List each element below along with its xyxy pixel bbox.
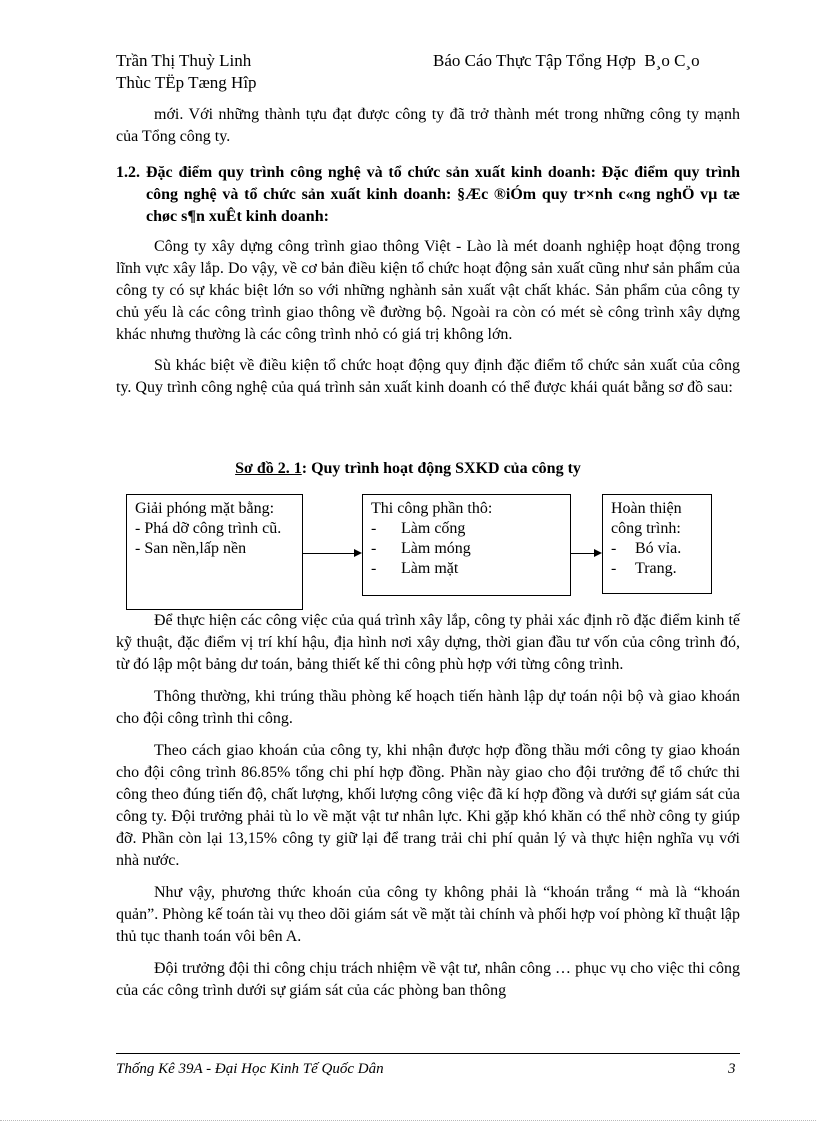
box-item: - San nền,lấp nền xyxy=(135,540,247,557)
box-list-item xyxy=(371,559,562,579)
box-item: - Phá dỡ công trình cũ. xyxy=(135,520,282,537)
box-list-item xyxy=(611,539,703,559)
header-report-title-text: Báo Cáo Thực Tập Tổng Hợp xyxy=(433,51,636,70)
bullet-dash: - xyxy=(371,560,377,577)
process-box-completion xyxy=(602,494,712,594)
arrowhead-icon xyxy=(594,549,602,557)
bullet-dash: - xyxy=(371,540,377,557)
bullet-dash: - xyxy=(371,520,377,537)
box-title: Thi công phần thô: xyxy=(371,500,493,517)
arrow-right-icon xyxy=(303,553,355,554)
footer-text: Thống Kê 39A - Đại Học Kinh Tế Quốc Dân xyxy=(116,1061,384,1077)
diagram-label: Sơ đồ 2. 1 xyxy=(235,460,302,477)
box-title: Giải phóng mặt bằng: xyxy=(135,500,275,517)
section-number: 1.2. xyxy=(116,164,140,181)
process-box-rough-construction xyxy=(362,494,571,596)
box-list-item xyxy=(371,539,562,559)
paragraph: Công ty xây dựng công trình giao thông Việt - Lào là mét doanh nghiệp hoạt động trong lĩnh vực xây lắp. Do vậy, về cơ bản điều kiện tổ chức hoạt động sản xuất cũng như sản phẩm của công ty có sự khác biệt lớn so với những nghành sản xuất vật chất khác. Sản phẩm của công ty chủ yếu là các công trình giao thông về đường bộ. Ngoài ra còn có mét sè công trình xây dựng khác nhưng thường là các công trình nhỏ có giá trị không lớn. xyxy=(116,238,740,343)
box-list-item xyxy=(371,519,562,539)
paragraphs-bottom xyxy=(116,610,740,1002)
diagram-title xyxy=(0,458,816,480)
header-subtitle-garbled: Thùc TËp Tæng Hîp xyxy=(116,73,257,92)
intro-paragraph xyxy=(116,104,740,148)
arrow-right-icon xyxy=(571,553,595,554)
bullet-dash: - xyxy=(611,560,617,577)
bullet-dash: - xyxy=(611,540,617,557)
paragraph: Thông thường, khi trúng thầu phòng kế hoạch tiến hành lập dự toán nội bộ và giao khoán cho đội công trình thi công. xyxy=(116,688,740,727)
box-item-text: Làm cống xyxy=(401,520,466,537)
footer-divider xyxy=(116,1053,740,1054)
header-author: Trần Thị Thuỳ Linh xyxy=(116,51,252,70)
paragraph: Sù khác biệt về điều kiện tổ chức hoạt động quy định đặc điểm tổ chức sản xuất của công ty. Quy trình công nghệ của quá trình sản xuất kinh doanh có thể được khái quát bằng sơ đồ sau: xyxy=(116,357,740,396)
diagram-title-text: : Quy trình hoạt động SXKD của công ty xyxy=(301,460,581,477)
paragraph: Đội trưởng đội thi công chịu trách nhiệm về vật tư, nhân công … phục vụ cho việc thi công của các công trình dưới sự giám sát của các phòng ban thông xyxy=(116,960,740,999)
box-list-item xyxy=(611,559,703,579)
box-item-text: Bó vỉa. xyxy=(635,540,682,557)
paragraph: mới. Với những thành tựu đạt được công ty đã trở thành mét trong những công ty mạnh của Tổng công ty. xyxy=(116,106,740,145)
page-number: 3 xyxy=(728,1061,736,1077)
paragraph: Như vậy, phương thức khoán của công ty không phải là “khoán trắng “ mà là “khoán quản”. Phòng kế toán tài vụ theo dõi giám sát về mặt tài chính và phối hợp voí phòng kĩ thuật lập thủ tục thanh toán vôi bên A. xyxy=(116,884,740,945)
box-item-text: Làm mặt xyxy=(401,560,459,577)
paragraph: Theo cách giao khoán của công ty, khi nhận được hợp đồng thầu mới công ty giao khoán cho đội công trình 86.85% tổng chi phí hợp đồng. Phần này giao cho đội trưởng để tổ chức thi công theo đúng tiến độ, chất lượng, khối lượng công việc đã kí hợp đồng và dưới sự giám sát của công ty. Đội trưởng phải tù lo về mặt vật tư nhân lực. Khi gặp khó khăn có thể nhờ công ty giúp đỡ. Phần còn lại 13,15% công ty giữ lại để trang trải chi phí quản lý và thực hiện nghĩa vụ với nhà nước. xyxy=(116,742,740,869)
page-bottom-edge xyxy=(0,1120,816,1122)
header-report-title xyxy=(433,50,700,72)
paragraphs-top xyxy=(116,236,740,399)
paragraph: Để thực hiện các công việc của quá trình xây lắp, công ty phải xác định rõ đặc điểm kinh tế kỹ thuật, đặc điểm vị trí khí hậu, địa hình nơi xây dựng, thời gian đầu tư vốn của công trình đó, từ đó lập một bảng dư toán, bảng thiết kế thi công phù hợp với từng công trình. xyxy=(116,612,740,673)
arrowhead-icon xyxy=(354,549,362,557)
section-title: Đặc điểm quy trình công nghệ và tổ chức sản xuất kinh doanh: Đặc điểm quy trình công nghệ và tổ chức sản xuất kinh doanh: §Æc ®iÓm quy tr×nh c«ng nghÖ vµ tæ chøc s¶n xuÊt kinh doanh: xyxy=(146,164,740,225)
box-title: Hoàn thiện công trình: xyxy=(611,500,682,537)
section-heading xyxy=(116,162,740,228)
header-report-title-garbled: B¸o C¸o xyxy=(644,51,700,70)
box-item-text: Trang. xyxy=(635,560,677,577)
process-box-site-clearance xyxy=(126,494,303,610)
box-item-text: Làm móng xyxy=(401,540,471,557)
